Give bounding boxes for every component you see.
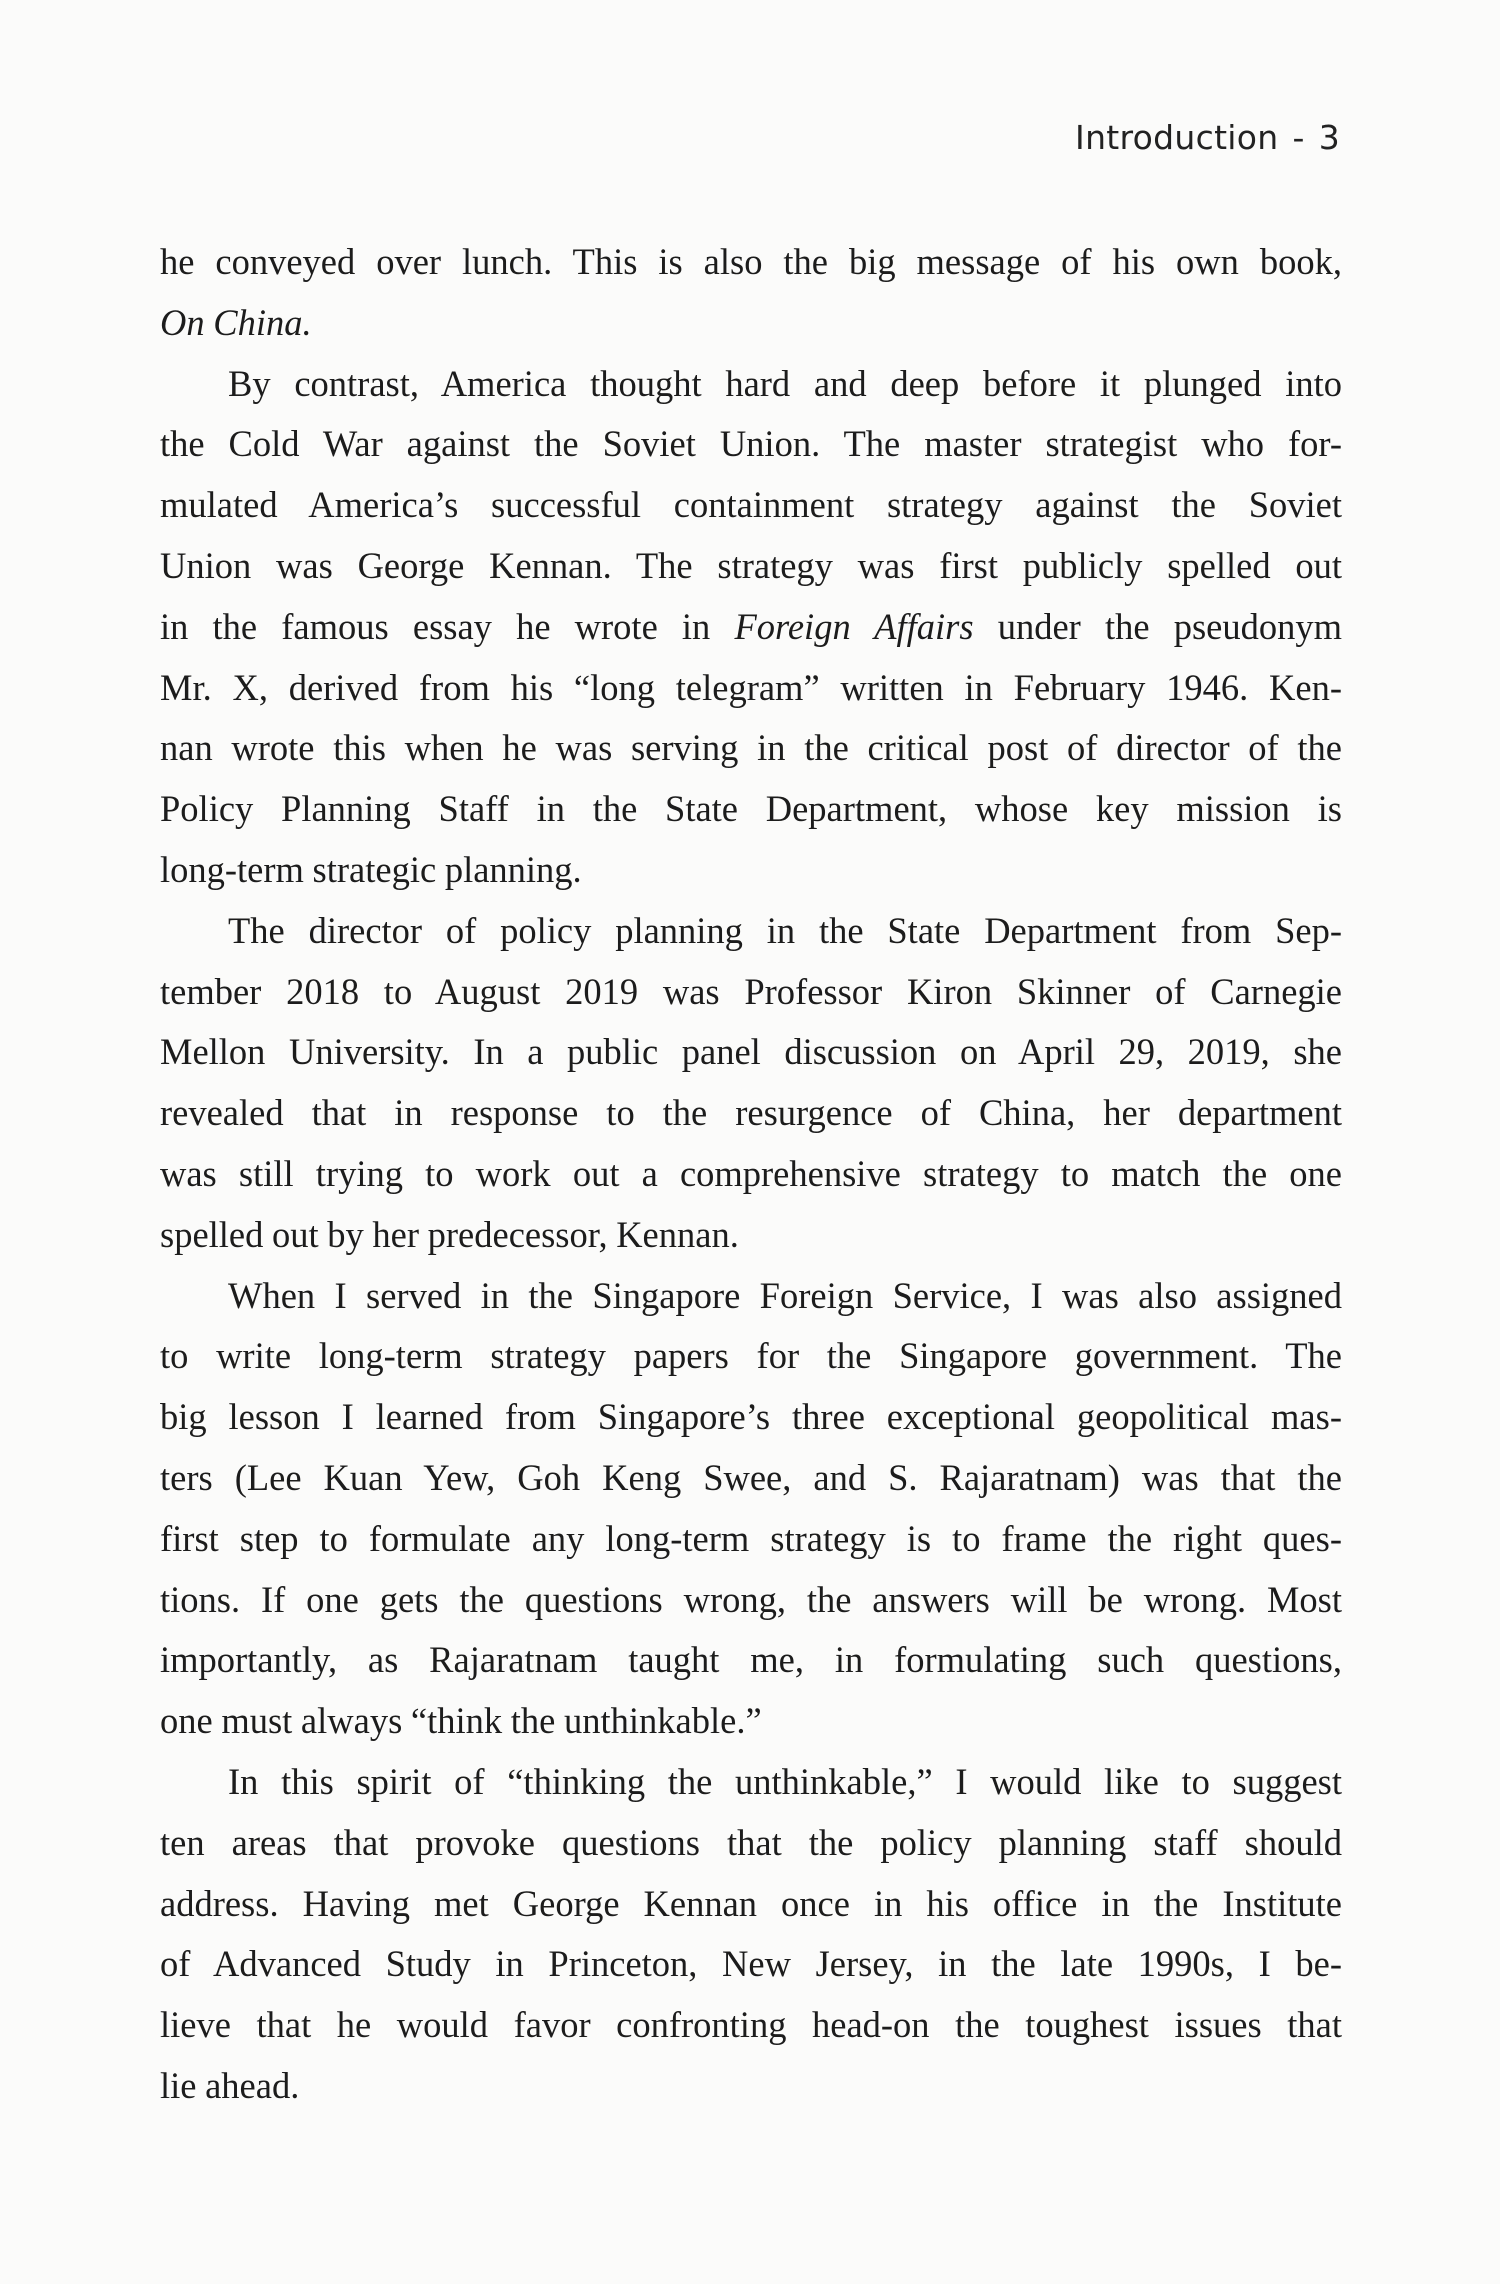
text-line <box>160 232 1342 293</box>
text-segment: Mr. X, derived from his “long telegram” written in February 1946. Ken- <box>160 666 1342 708</box>
text-line <box>160 1083 1342 1144</box>
text-segment: When I served in the Singapore Foreign Service, I was also assigned <box>228 1274 1342 1316</box>
text-segment: long-term strategic planning. <box>160 848 582 890</box>
paragraph <box>160 354 1342 901</box>
text-line <box>160 1934 1342 1995</box>
text-segment: he conveyed over lunch. This is also the big message of his own book, <box>160 241 1342 282</box>
text-segment: big lesson I learned from Singapore’s three exceptional geopolitical mas- <box>160 1396 1342 1438</box>
text-segment: importantly, as Rajaratnam taught me, in formulating such questions, <box>160 1639 1342 1681</box>
text-line <box>160 597 1342 658</box>
text-line <box>160 1995 1342 2056</box>
text-line <box>160 1509 1342 1570</box>
text-line <box>160 1630 1342 1691</box>
header-separator: - <box>1292 118 1305 157</box>
text-line <box>160 1205 1342 1266</box>
text-segment: By contrast, America thought hard and deep before it plunged into <box>228 362 1342 404</box>
text-line <box>160 779 1342 840</box>
text-line <box>160 414 1342 475</box>
paragraph <box>160 1752 1342 2117</box>
italic-text: Foreign Affairs <box>734 605 974 647</box>
text-segment: lie ahead. <box>160 2064 300 2106</box>
text-line <box>160 2056 1342 2117</box>
text-segment: one must always “think the unthinkable.” <box>160 1700 762 1742</box>
text-line <box>160 1691 1342 1752</box>
text-segment: first step to formulate any long-term strategy is to frame the right ques- <box>160 1517 1342 1559</box>
text-line <box>160 1448 1342 1509</box>
text-line <box>160 1326 1342 1387</box>
running-header <box>1075 118 1340 157</box>
text-segment: tions. If one gets the questions wrong, the answers will be wrong. Most <box>160 1578 1342 1620</box>
text-segment: address. Having met George Kennan once in his office in the Institute <box>160 1882 1342 1924</box>
text-segment: mulated America’s successful containment strategy against the Soviet <box>160 484 1342 526</box>
text-segment: in the famous essay he wrote in <box>160 605 735 647</box>
text-line <box>160 1022 1342 1083</box>
text-segment: ters (Lee Kuan Yew, Goh Keng Swee, and S. Rajaratnam) was that the <box>160 1456 1342 1498</box>
text-segment: Mellon University. In a public panel discussion on April 29, 2019, she <box>160 1031 1342 1073</box>
paragraph <box>160 1266 1342 1752</box>
text-line <box>160 1874 1342 1935</box>
text-line <box>160 1266 1342 1327</box>
text-segment: under the pseudonym <box>973 605 1342 647</box>
text-line <box>160 354 1342 415</box>
text-segment: to write long-term strategy papers for the Singapore government. The <box>160 1335 1342 1377</box>
body-text <box>160 232 1342 2117</box>
text-line <box>160 536 1342 597</box>
text-line <box>160 718 1342 779</box>
text-segment: ten areas that provoke questions that the policy planning staff should <box>160 1821 1342 1863</box>
section-title: Introduction <box>1075 118 1279 157</box>
text-line <box>160 962 1342 1023</box>
text-line <box>160 840 1342 901</box>
text-segment: the Cold War against the Soviet Union. The master strategist who for- <box>160 423 1342 465</box>
paragraph <box>160 901 1342 1266</box>
text-line <box>160 901 1342 962</box>
text-segment: Union was George Kennan. The strategy was first publicly spelled out <box>160 544 1342 586</box>
text-segment: lieve that he would favor confronting head-on the toughest issues that <box>160 2004 1342 2046</box>
text-line <box>160 1387 1342 1448</box>
text-segment: The director of policy planning in the State Department from Sep- <box>228 909 1342 951</box>
text-line <box>160 658 1342 719</box>
text-line <box>160 1144 1342 1205</box>
text-segment: was still trying to work out a comprehensive strategy to match the one <box>160 1152 1342 1194</box>
text-segment: nan wrote this when he was serving in the critical post of director of the <box>160 727 1342 769</box>
text-line <box>160 1813 1342 1874</box>
text-line <box>160 293 1342 354</box>
text-line <box>160 475 1342 536</box>
text-segment: revealed that in response to the resurgence of China, her department <box>160 1092 1342 1134</box>
text-segment: spelled out by her predecessor, Kennan. <box>160 1213 739 1255</box>
italic-text: On China. <box>160 301 312 343</box>
text-segment: Policy Planning Staff in the State Department, whose key mission is <box>160 788 1342 830</box>
text-line <box>160 1752 1342 1813</box>
paragraph <box>160 232 1342 354</box>
text-segment: In this spirit of “thinking the unthinkable,” I would like to suggest <box>228 1760 1342 1802</box>
text-segment: tember 2018 to August 2019 was Professor Kiron Skinner of Carnegie <box>160 970 1342 1012</box>
page-number: 3 <box>1318 118 1340 157</box>
text-segment: of Advanced Study in Princeton, New Jersey, in the late 1990s, I be- <box>160 1943 1342 1985</box>
text-line <box>160 1570 1342 1631</box>
